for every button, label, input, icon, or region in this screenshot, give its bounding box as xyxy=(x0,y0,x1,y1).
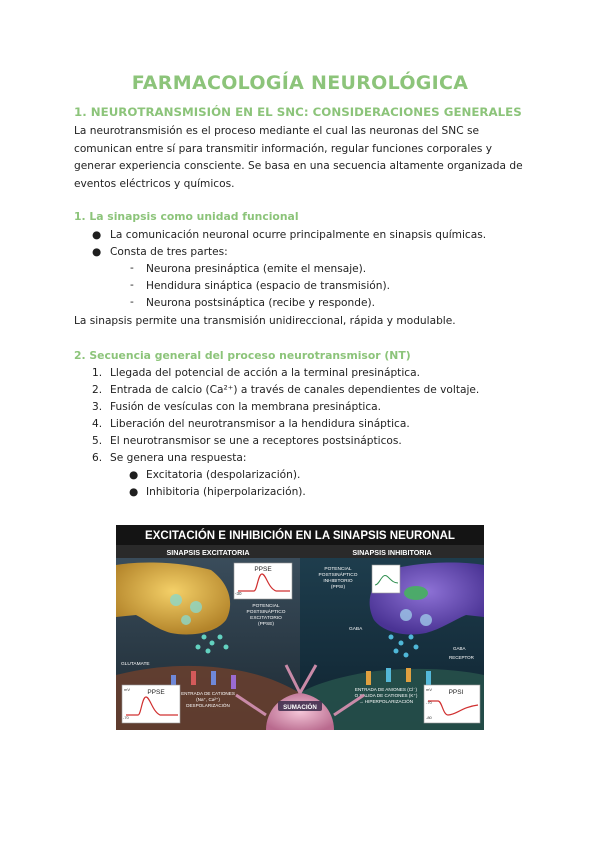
tick-label: -70 xyxy=(123,715,129,720)
synapse-part: Hendidura sináptica (espacio de transmisión). xyxy=(146,280,390,292)
section-heading: 1. NEUROTRANSMISIÓN EN EL SNC: CONSIDERACIONES GENERALES xyxy=(74,105,522,119)
svg-text:ENTRADA DE ANIONES (Cl⁻): ENTRADA DE ANIONES (Cl⁻) xyxy=(354,687,418,692)
document-title: FARMACOLOGÍA NEUROLÓGICA xyxy=(131,72,469,94)
svg-text:ENTRADA DE CATIONES: ENTRADA DE CATIONES xyxy=(181,691,235,696)
svg-text:POSTSINÁPTICO: POSTSINÁPTICO xyxy=(246,610,286,615)
gaba-label-right: GABA xyxy=(453,646,466,651)
vesicle xyxy=(420,614,432,626)
intro-paragraph: La neurotransmisión es el proceso mediante el cual las neuronas del SNC se comunican entre sí para transmitir información, regular funciones corporales y generar experiencia consciente. Se basa en una secuencia altamente organizada de eventos eléctricos y químicos. xyxy=(74,125,523,190)
tick-label: -30 xyxy=(235,591,242,596)
synapse-part: Neurona postsináptica (recibe y responde). xyxy=(146,297,375,309)
step-number: 4. xyxy=(92,418,103,430)
synapse-closing: La sinapsis permite una transmisión unidireccional, rápida y modulable. xyxy=(74,315,456,327)
dash-marker: - xyxy=(130,262,134,274)
tick-label: -70 xyxy=(426,700,432,705)
step-number: 5. xyxy=(92,435,103,447)
excitatory-header: SINAPSIS EXCITATORIA xyxy=(166,548,250,557)
vesicle xyxy=(170,594,182,606)
vesicle xyxy=(190,601,202,613)
bullet-marker: ● xyxy=(129,486,139,498)
mv-label: mV xyxy=(124,687,130,692)
bullet-marker: ● xyxy=(129,469,139,481)
synapse-diagram xyxy=(116,525,484,730)
ppse-inset-label: PPSE xyxy=(147,689,165,696)
step-text: Entrada de calcio (Ca²⁺) a través de canales dependientes de voltaje. xyxy=(110,384,480,396)
response-item: Inhibitoria (hiperpolarización). xyxy=(146,486,306,498)
step-number: 6. xyxy=(92,452,103,464)
mv-label: mV xyxy=(426,687,432,692)
bullet-item: Consta de tres partes: xyxy=(110,246,228,258)
svg-text:DESPOLARIZACIÓN: DESPOLARIZACIÓN xyxy=(186,703,230,708)
step-text: El neurotransmisor se une a receptores postsinápticos. xyxy=(110,435,402,447)
dash-marker: - xyxy=(130,296,134,308)
svg-text:INHIBITORIO: INHIBITORIO xyxy=(323,579,353,584)
summation-label: SUMACIÓN xyxy=(283,704,317,711)
step-number: 1. xyxy=(92,367,103,379)
step-text: Liberación del neurotransmisor a la hendidura sináptica. xyxy=(110,418,410,430)
step-text: Llegada del potencial de acción a la terminal presináptica. xyxy=(110,367,420,379)
bullet-marker: ● xyxy=(92,229,102,241)
receptor-label: RECEPTOR xyxy=(449,655,474,660)
bullet-marker: ● xyxy=(92,246,102,258)
mitochondrion xyxy=(404,586,428,600)
ppsi-inset-top xyxy=(372,565,400,593)
step-number: 2. xyxy=(92,384,103,396)
svg-text:POSTSINÁPTICO: POSTSINÁPTICO xyxy=(318,573,358,578)
ppsi-inset-label: PPSI xyxy=(448,689,464,696)
tick-label: -80 xyxy=(426,715,432,720)
vesicle xyxy=(400,609,412,621)
bullet-item: La comunicación neuronal ocurre principalmente en sinapsis químicas. xyxy=(110,229,487,241)
glutamate-label: GLUTAMATE xyxy=(121,662,150,667)
figure-title: EXCITACIÓN E INHIBICIÓN EN LA SINAPSIS NEURONAL xyxy=(145,530,455,542)
svg-text:EXCITATORIO: EXCITATORIO xyxy=(250,616,282,621)
inhibitory-header: SINAPSIS INHIBITORIA xyxy=(352,548,432,557)
svg-text:(PPSE): (PPSE) xyxy=(258,622,274,627)
step-text: Fusión de vesículas con la membrana presináptica. xyxy=(110,401,382,413)
gaba-label: GABA xyxy=(349,627,363,632)
svg-text:POTENCIAL: POTENCIAL xyxy=(252,604,280,609)
svg-text:O SALIDA DE CATIONES (K⁺): O SALIDA DE CATIONES (K⁺) xyxy=(354,693,418,698)
vesicle xyxy=(181,615,191,625)
synapse-part: Neurona presináptica (emite el mensaje). xyxy=(146,263,367,275)
dash-marker: - xyxy=(130,279,134,291)
subsection-heading-sequence: 2. Secuencia general del proceso neurotransmisor (NT) xyxy=(74,349,411,362)
svg-text:(Na⁺, Ca²⁺): (Na⁺, Ca²⁺) xyxy=(196,697,220,702)
svg-text:POTENCIAL: POTENCIAL xyxy=(324,567,352,572)
response-item: Excitatoria (despolarización). xyxy=(146,469,301,481)
step-number: 3. xyxy=(92,401,103,413)
synapse-illustration xyxy=(116,525,484,730)
svg-text:→ HIPERPOLARIZACIÓN: → HIPERPOLARIZACIÓN xyxy=(358,699,414,704)
svg-text:(PPSI): (PPSI) xyxy=(330,585,346,590)
step-text: Se genera una respuesta: xyxy=(110,452,247,464)
subsection-heading-synapse: 1. La sinapsis como unidad funcional xyxy=(74,210,299,223)
ppse-inset-label: PPSE xyxy=(254,566,272,573)
